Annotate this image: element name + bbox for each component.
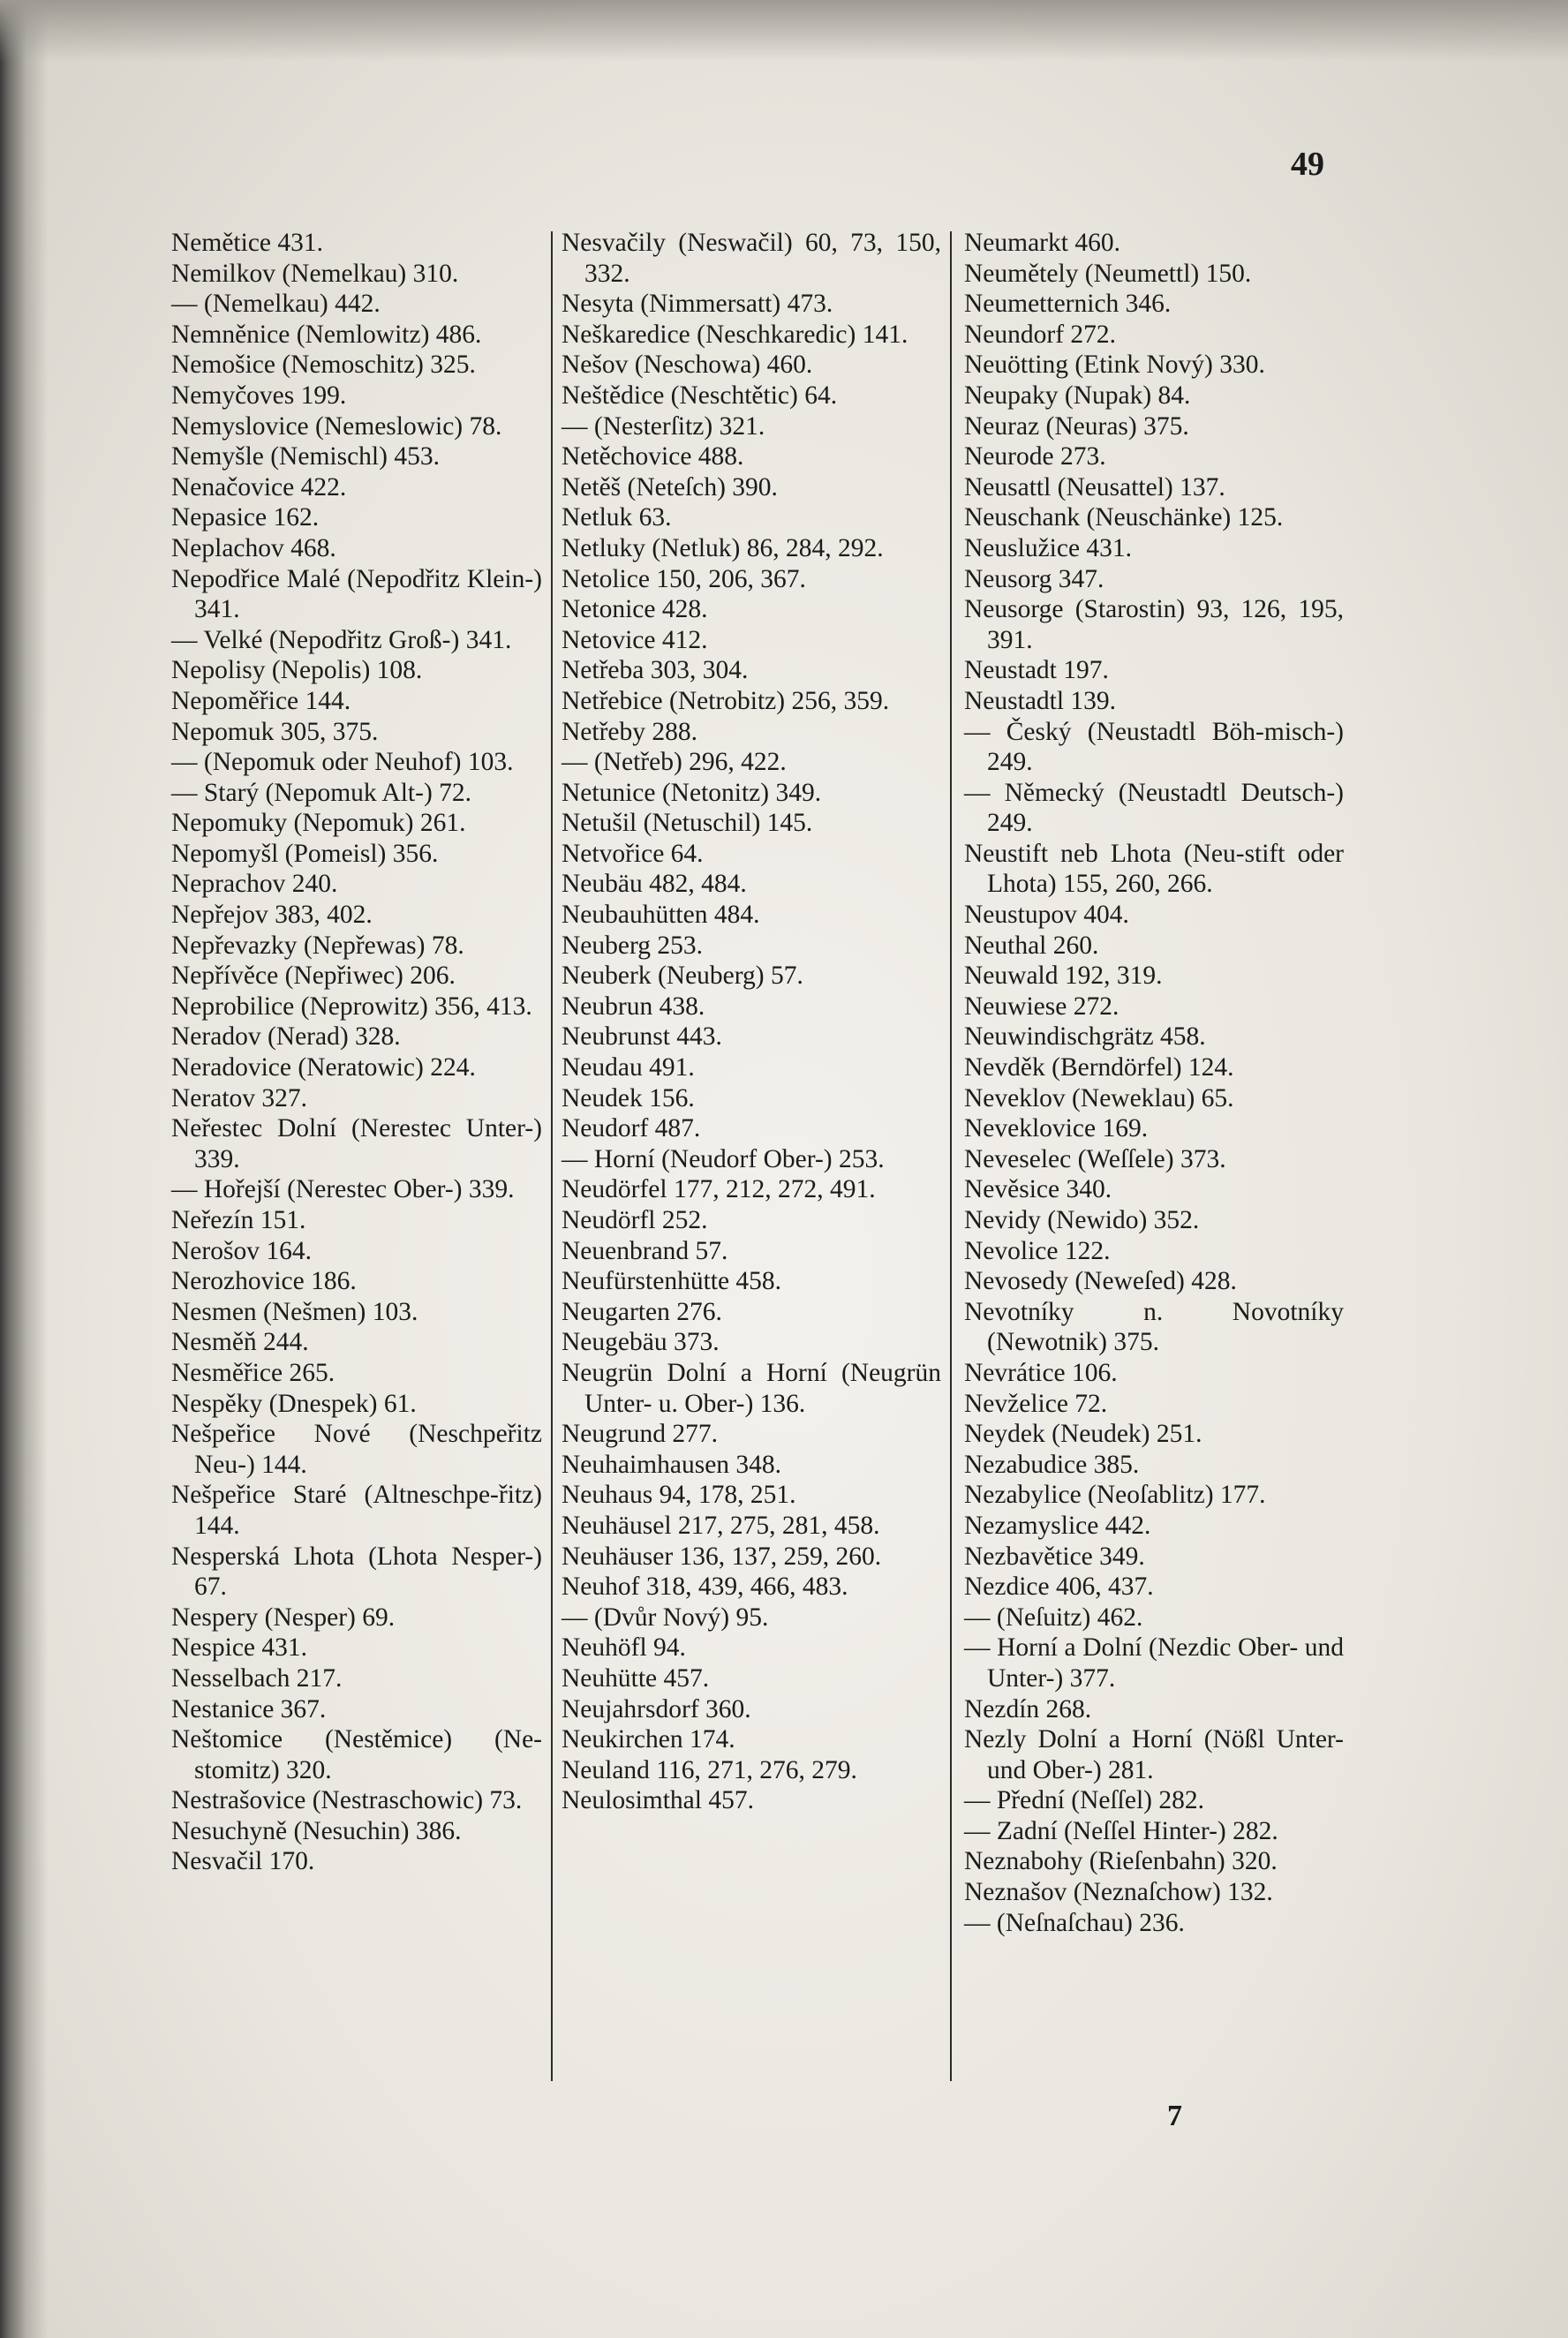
index-entry: Nepřejov 383, 402. [171,901,373,930]
index-entry: Neubrun 438. [562,992,705,1021]
index-entry: Neprobilice (Neprowitz) 356, 413. [171,992,532,1021]
index-entry: Netřeby 288. [562,717,698,746]
index-entry: Nevrátice 106. [964,1358,1118,1387]
index-entry: Nespěky (Dnespek) 61. [171,1389,417,1418]
index-entry: — (Nesterſitz) 321. [562,411,765,441]
index-entry: Neuhäusel 217, 275, 281, 458. [562,1511,880,1540]
index-entry: Nevěsice 340. [964,1175,1112,1204]
index-entry: Neudörfel 177, 212, 272, 491. [562,1175,876,1204]
index-entry: Neubrunst 443. [562,1022,722,1052]
index-entry: Nepolisy (Nepolis) 108. [171,656,423,685]
index-entry: Nemilkov (Nemelkau) 310. [171,259,459,288]
index-entry: Neudörfl 252. [562,1206,708,1234]
index-entry: Nepasice 162. [171,503,320,532]
index-entry: Neumarkt 460. [964,229,1120,257]
signature-mark: 7 [1167,2100,1182,2132]
index-entry: Neuhäuser 136, 137, 259, 260. [562,1542,882,1571]
index-entry: Neusattl (Neusattel) 137. [964,472,1225,502]
index-entry: Nezabylice (Neoſablitz) 177. [964,1481,1266,1510]
index-entry: Neveklov (Neweklau) 65. [964,1083,1234,1112]
index-entry: Neumetternich 346. [964,290,1172,319]
index-entry: Neuland 116, 271, 276, 279. [562,1755,857,1784]
index-entry: Neukirchen 174. [562,1725,735,1754]
index-entry: Netolice 150, 206, 367. [562,564,806,593]
index-entry: Nerošov 164. [171,1236,312,1265]
index-entry: Neradov (Nerad) 328. [171,1022,401,1052]
index-entry: Neudek 156. [562,1083,695,1112]
index-entry: Netunice (Netonitz) 349. [562,778,822,807]
index-entry: Neuwald 192, 319. [964,962,1163,991]
index-entry: Nepomuky (Nepomuk) 261. [171,809,466,838]
index-entry: Nesuchyně (Nesuchin) 386. [171,1816,462,1845]
index-entry: Neuschank (Neuschänke) 125. [964,503,1284,532]
index-entry: — Český (Neustadtl Böh-misch-) 249. [964,717,1344,777]
page-top-shadow [0,0,1568,62]
index-entry: Nesměřice 265. [171,1358,335,1387]
index-entry: — (Neſuitz) 462. [964,1603,1143,1632]
index-entry: Neustadt 197. [964,656,1109,685]
index-entry: Neznašov (Neznaſchow) 132. [964,1878,1273,1907]
index-entry: Neřezín 151. [171,1206,306,1234]
index-entry: — Hořejší (Nerestec Ober-) 339. [171,1175,515,1204]
index-entry: Nesselbach 217. [171,1663,343,1693]
index-entry: Nesmen (Nešmen) 103. [171,1297,418,1326]
index-entry: — Přední (Neſſel) 282. [964,1786,1204,1815]
index-entry: Nestanice 367. [171,1694,327,1723]
index-column-2 [562,228,941,1816]
index-entry: Nemyšle (Nemischl) 453. [171,442,440,471]
index-entry: Neugebäu 373. [562,1328,720,1357]
index-entry: Nezly Dolní a Horní (Nößl Unter- und Ober-) 281. [964,1725,1344,1784]
index-entry: Nešpeřice Staré (Altneschpe-řitz) 144. [171,1481,542,1540]
index-entry: Neujahrsdorf 360. [562,1694,751,1723]
index-entry: Nezabudice 385. [964,1450,1140,1479]
index-entry: Neuhaimhausen 348. [562,1450,782,1479]
index-entry: Netluk 63. [562,503,672,532]
index-entry: Neundorf 272. [964,320,1117,349]
index-entry: Netovice 412. [562,625,708,654]
index-entry: Nevosedy (Neweſed) 428. [964,1267,1237,1296]
index-entry: Netřeba 303, 304. [562,656,749,685]
index-entry: Netěš (Neteſch) 390. [562,472,778,502]
page-binding-shadow [0,0,48,2338]
column-divider [551,231,553,2081]
index-entry: Nestrašovice (Nestraschowic) 73. [171,1786,523,1815]
index-entry: Neuthal 260. [964,931,1099,960]
index-entry: Neugrund 277. [562,1420,718,1449]
index-entry: Nezdín 268. [964,1694,1092,1723]
index-entry: — (Nepomuk oder Neuhof) 103. [171,748,514,777]
index-entry: Neznabohy (Rieſenbahn) 320. [964,1847,1278,1876]
index-entry: Nerozhovice 186. [171,1267,357,1296]
index-entry: Nesvačily (Neswačil) 60, 73, 150, 332. [562,229,941,288]
index-entry: Nepřívěce (Nepřiwec) 206. [171,962,456,991]
index-entry: Neugarten 276. [562,1297,722,1326]
index-entry: Neustift neb Lhota (Neu-stift oder Lhota) 155, 260, 266. [964,839,1344,899]
index-entry: Nepomuk 305, 375. [171,717,379,746]
index-entry: Neurode 273. [964,442,1106,471]
index-entry: Nesvačil 170. [171,1847,315,1876]
index-entry: Neveklovice 169. [964,1114,1149,1143]
index-entry: Nepoměřice 144. [171,686,351,715]
index-entry: Nesměň 244. [171,1328,309,1357]
index-entry: Neuberk (Neuberg) 57. [562,962,803,991]
index-entry: Neradovice (Neratowic) 224. [171,1053,476,1082]
index-entry: — (Netřeb) 296, 422. [562,748,787,777]
index-entry: Neškaredice (Neschkaredic) 141. [562,320,908,349]
index-entry: Neuhof 318, 439, 466, 483. [562,1572,848,1602]
index-entry: Neuwiese 272. [964,992,1119,1021]
index-entry: Neumětely (Neumettl) 150. [964,259,1252,288]
index-entry: Neuötting (Etink Nový) 330. [964,351,1265,380]
index-entry: Neřestec Dolní (Nerestec Unter-) 339. [171,1114,542,1173]
index-entry: Neuslužice 431. [964,533,1133,562]
index-entry: — (Nemelkau) 442. [171,290,381,319]
index-entry: Neplachov 468. [171,533,336,562]
index-entry: Neuraz (Neuras) 375. [964,411,1189,441]
index-entry: Neulosimthal 457. [562,1786,754,1815]
index-entry: Nemněnice (Nemlowitz) 486. [171,320,482,349]
index-entry: Nešpeřice Nové (Neschpeřitz Neu-) 144. [171,1420,542,1479]
index-entry: Nevolice 122. [964,1236,1111,1265]
index-entry: Nevděk (Berndörfel) 124. [964,1053,1234,1082]
index-entry: Neveselec (Weſſele) 373. [964,1144,1226,1173]
index-entry: Neudorf 487. [562,1114,701,1143]
index-entry: Nemošice (Nemoschitz) 325. [171,351,476,380]
index-entry: Neštomice (Nestěmice) (Ne-stomitz) 320. [171,1725,542,1784]
column-divider [950,231,952,2081]
index-column-3 [964,228,1344,1938]
index-entry: Nespery (Nesper) 69. [171,1603,396,1632]
index-entry: Nepodřice Malé (Nepodřitz Klein-) 341. [171,564,542,624]
index-entry: Nemětice 431. [171,229,324,257]
index-entry: Neuwindischgrätz 458. [964,1022,1206,1052]
index-entry: — Horní (Neudorf Ober-) 253. [562,1144,885,1173]
index-entry: Neustupov 404. [964,901,1129,930]
index-entry: Neuhöfl 94. [562,1633,686,1663]
index-entry: Nemyčoves 199. [171,381,347,410]
index-entry: Netvořice 64. [562,839,704,868]
index-entry: Nezbavětice 349. [964,1542,1145,1571]
index-entry: Netřebice (Netrobitz) 256, 359. [562,686,890,715]
index-entry: Neydek (Neudek) 251. [964,1420,1202,1449]
index-entry: — Zadní (Neſſel Hinter-) 282. [964,1816,1278,1845]
index-entry: — (Dvůr Nový) 95. [562,1603,769,1632]
index-entry: — (Neſnaſchau) 236. [964,1908,1185,1937]
index-entry: Neusorg 347. [964,564,1104,593]
index-entry: Neuhaus 94, 178, 251. [562,1481,796,1510]
index-entry: Nevidy (Newido) 352. [964,1206,1200,1234]
index-entry: Neufürstenhütte 458. [562,1267,782,1296]
index-entry: Nemyslovice (Nemeslowic) 78. [171,411,502,441]
index-entry: Nepřevazky (Nepřewas) 78. [171,931,464,960]
index-entry: Neratov 327. [171,1083,308,1112]
index-entry: Nesyta (Nimmersatt) 473. [562,290,833,319]
index-entry: Neupaky (Nupak) 84. [964,381,1191,410]
index-entry: Neuhütte 457. [562,1663,710,1693]
index-entry: Nespice 431. [171,1633,308,1663]
index-entry: Nezamyslice 442. [964,1511,1151,1540]
index-entry: Netěchovice 488. [562,442,744,471]
index-entry: — Německý (Neustadtl Deutsch-) 249. [964,778,1344,838]
index-entry: Nevotníky n. Novotníky (Newotnik) 375. [964,1297,1344,1357]
index-entry: Neprachov 240. [171,870,338,899]
index-entry: Neusorge (Starostin) 93, 126, 195, 391. [964,595,1344,654]
index-entry: Neudau 491. [562,1053,695,1082]
page-number: 49 [1291,146,1324,183]
index-entry: Nešov (Neschowa) 460. [562,351,813,380]
index-entry: — Velké (Nepodřitz Groß-) 341. [171,625,512,654]
index-entry: Neuenbrand 57. [562,1236,728,1265]
index-entry: Netušil (Netuschil) 145. [562,809,813,838]
index-entry: Neubauhütten 484. [562,901,760,930]
index-entry: Neustadtl 139. [964,686,1117,715]
index-entry: Nepomyšl (Pomeisl) 356. [171,839,439,868]
index-entry: Neugrün Dolní a Horní (Neugrün Unter- u. Ober-) 136. [562,1358,941,1418]
index-entry: Neubäu 482, 484. [562,870,747,899]
index-entry: Neštědice (Neschtětic) 64. [562,381,838,410]
index-entry: Nevželice 72. [964,1389,1108,1418]
index-entry: Nesperská Lhota (Lhota Nesper-) 67. [171,1542,542,1602]
index-entry: Neuberg 253. [562,931,704,960]
index-entry: Netluky (Netluk) 86, 284, 292. [562,533,884,562]
index-column-1 [171,228,542,1877]
index-entry: Netonice 428. [562,595,708,624]
index-entry: — Starý (Nepomuk Alt-) 72. [171,778,472,807]
index-entry: Nezdice 406, 437. [964,1572,1154,1602]
index-entry: Nenačovice 422. [171,472,347,502]
index-entry: — Horní a Dolní (Nezdic Ober- und Unter-) 377. [964,1633,1344,1693]
